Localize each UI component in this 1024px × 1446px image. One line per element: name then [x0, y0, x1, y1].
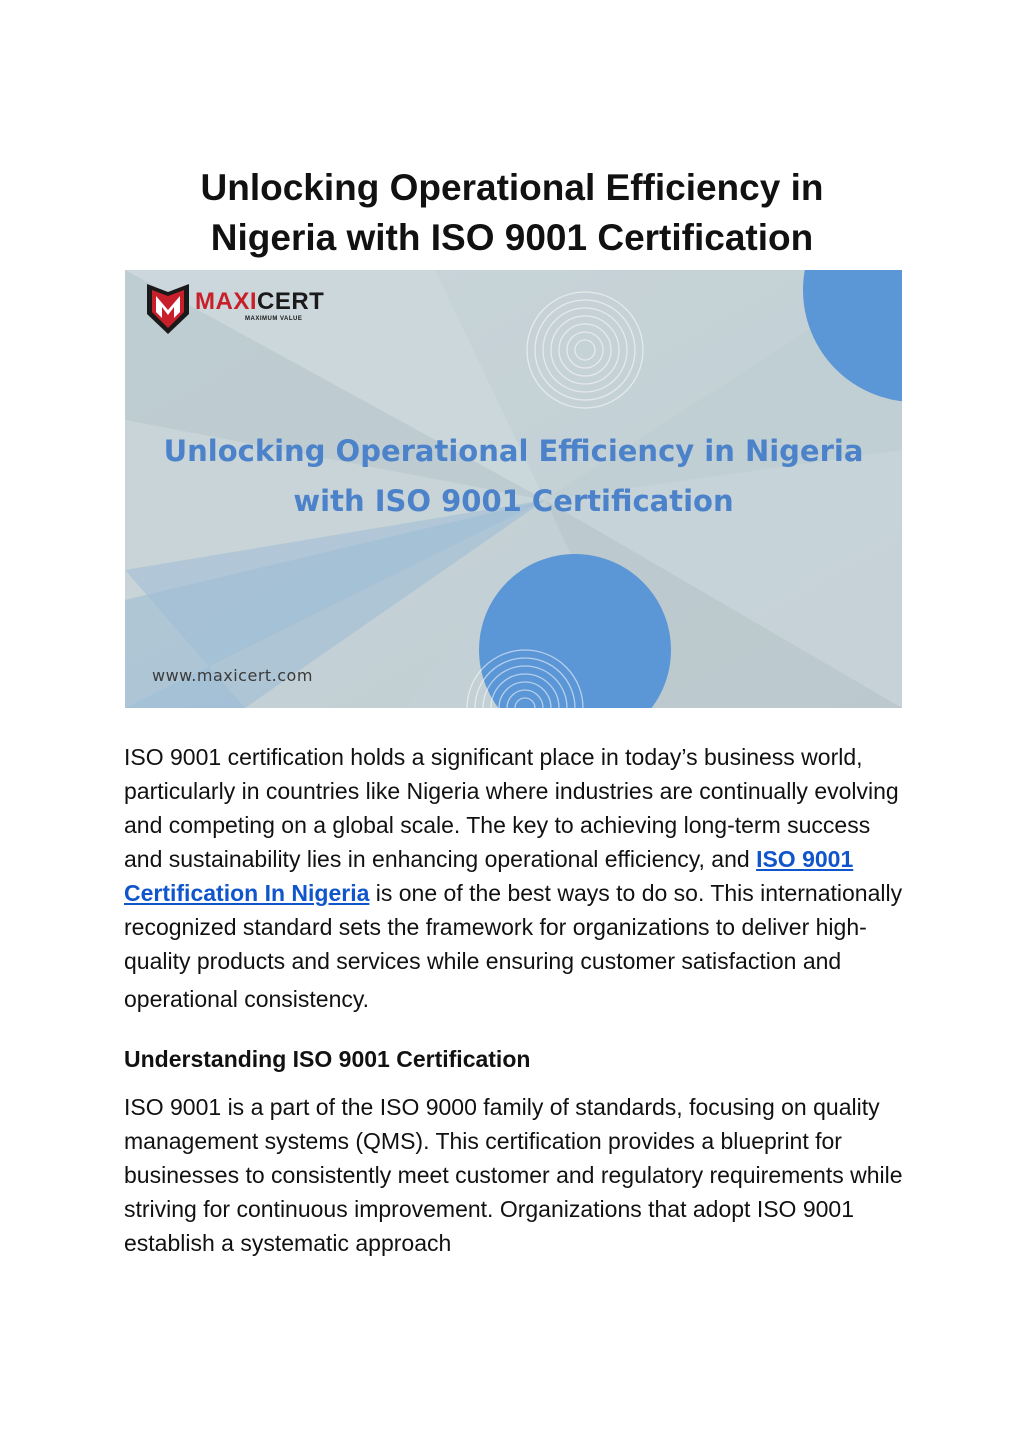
section-heading: Understanding ISO 9001 Certification	[124, 1046, 531, 1072]
page-title-line-1: Unlocking Operational Efficiency in	[200, 166, 824, 208]
article-body	[124, 740, 904, 1260]
intro-paragraph	[124, 740, 904, 1016]
banner-headline-line-2: with ISO 9001 Certification	[293, 484, 734, 518]
maxicert-shield-logo-icon	[143, 280, 193, 338]
logo-wordmark-suffix: CERT	[257, 288, 325, 315]
iso-9001-nigeria-link[interactable]: ISO 9001 Certification In Nigeria	[124, 846, 854, 906]
maxicert-logo	[143, 280, 333, 338]
logo-wordmark	[195, 288, 324, 316]
banner-website-url: www.maxicert.com	[152, 666, 313, 685]
logo-wordmark-prefix: MAXI	[195, 288, 257, 315]
intro-text-after-link: is one of the best ways to do so. This internationally recognized standard sets the framework for organizations to deliver high-quality products and services while ensuring customer satisfaction and	[124, 880, 903, 974]
banner-headline-line-1: Unlocking Operational Efficiency in Nigeria	[163, 434, 864, 468]
page-title	[0, 163, 1024, 263]
section-paragraph: ISO 9001 is a part of the ISO 9000 family of standards, focusing on quality management systems (QMS). This certification provides a blueprint for businesses to consistently meet customer and regulatory requirements while striving for continuous improvement. Organizations that adopt ISO 9001 establish a systematic approach	[124, 1094, 903, 1256]
hero-banner-image	[125, 270, 902, 708]
banner-headline	[125, 426, 902, 526]
page-title-line-2: Nigeria with ISO 9001 Certification	[210, 216, 814, 258]
intro-last-line: operational consistency.	[124, 986, 370, 1012]
intro-text-before-link: ISO 9001 certification holds a significant place in today’s business world, particularly in countries like Nigeria where industries are continually evolving and competing on a global scale. The key to achieving long-term success and sustainability lies in enhancing operational efficiency, and	[124, 744, 899, 872]
logo-tagline: MAXIMUM VALUE	[245, 316, 303, 322]
